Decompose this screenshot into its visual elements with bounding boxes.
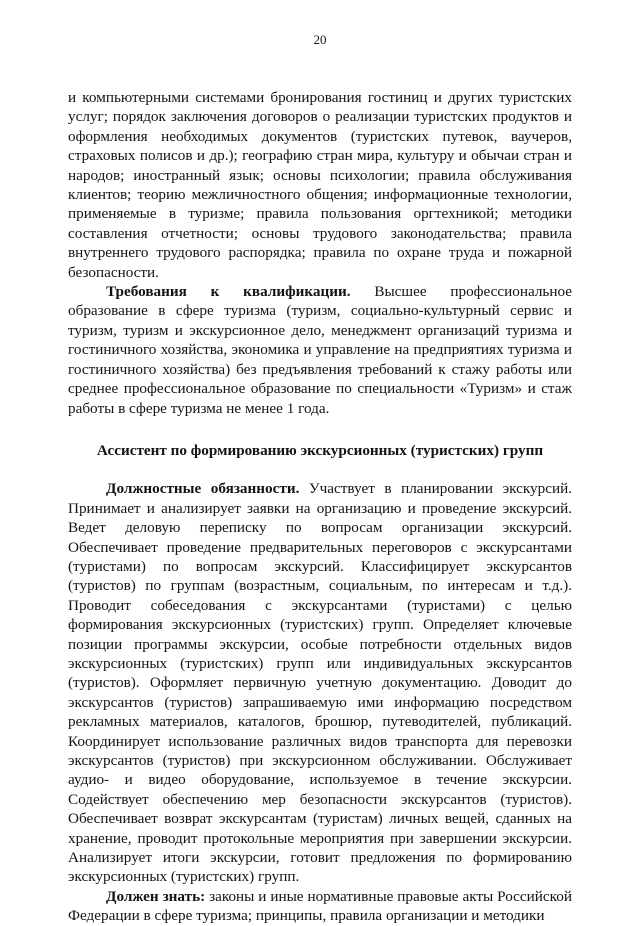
page-number: 20 xyxy=(313,32,327,47)
must-know-text: законы и иные нормативные правовые акты Российской Федерации в сфере туризма; принципы, правила организации и методики xyxy=(68,887,572,925)
duties-text: Участвует в планировании экскурсий. Принимает и анализирует заявки на организацию и проведение экскурсий. Ведет деловую переписку по вопросам организации экскурсий. Обеспечивает проведение предварительных переговоров с экскурсантами (туристами) по вопросам экскурсий. Классифицирует экскурсантов (туристов) по группам (возрастным, социальным, по интересам и т.д.). Проводит собеседования с экскурсантами (туристами) с целью формирования экскурсионных (туристских) групп. Определяет ключевые позиции программы экскурсии, особые потребности отдельных видов экскурсионных (туристских) групп или индивидуальных экскурсантов (туристов). Оформляет первичную учетную документацию. Доводит до экскурсантов (туристов) запрашиваемую ими информацию посредством рекламных материалов, каталогов, брошюр, путеводителей, публикаций. Координирует использование различных видов транспорта для перевозки экскурсантов (туристов) при экскурсионном обслуживании. Обслуживает аудио- и видео оборудование, используемое в течение экскурсии. Содействует обеспечению мер безопасности экскурсантов (туристов). Обеспечивает возврат экскурсантам (туристам) личных вещей, сданных на хранение, проводит протокольные мероприятия при завершении экскурсии. Анализирует итоги экскурсии, готовит предложения по формированию экскурсионных (туристских) групп. xyxy=(68,480,572,886)
requirements-paragraph xyxy=(68,282,572,418)
must-know-paragraph xyxy=(68,887,572,926)
requirements-text: Высшее профессиональное образование в сфере туризма (туризм, социально-культурный сервис и туризм, туризм и экскурсионное дело, менеджмент организаций туризма и гостиничного хозяйства, экономика и управление на предприятиях туризма и гостиничного хозяйства) без предъявления требований к стажу работы или среднее профессиональное образование по специальности «Туризм» и стаж работы в сфере туризма не менее 1 года. xyxy=(68,283,572,417)
duties-paragraph xyxy=(68,479,572,887)
duties-label: Должностные обязанности. xyxy=(106,480,300,498)
paragraph-continuation: и компьютерными системами бронирования гостиниц и других туристских услуг; порядок заключения договоров о реализации туристских продуктов и оформления необходимых документов (туристских путевок, ваучеров, страховых полисов и др.); географию стран мира, культуру и обычаи стран и народов; иностранный язык; основы психологии; правила обслуживания клиентов; теорию межличностного общения; информационные технологии, применяемые в туризме; правила пользования оргтехникой; методики составления отчетности; основы трудового законодательства; правила внутреннего трудового распорядка; правила по охране труда и пожарной безопасности. xyxy=(68,89,572,281)
document-body xyxy=(68,88,572,926)
section-heading: Ассистент по формированию экскурсионных (туристских) групп xyxy=(96,441,544,459)
requirements-label: Требования к квалификации. xyxy=(106,283,351,301)
must-know-label: Должен знать: xyxy=(106,887,206,905)
